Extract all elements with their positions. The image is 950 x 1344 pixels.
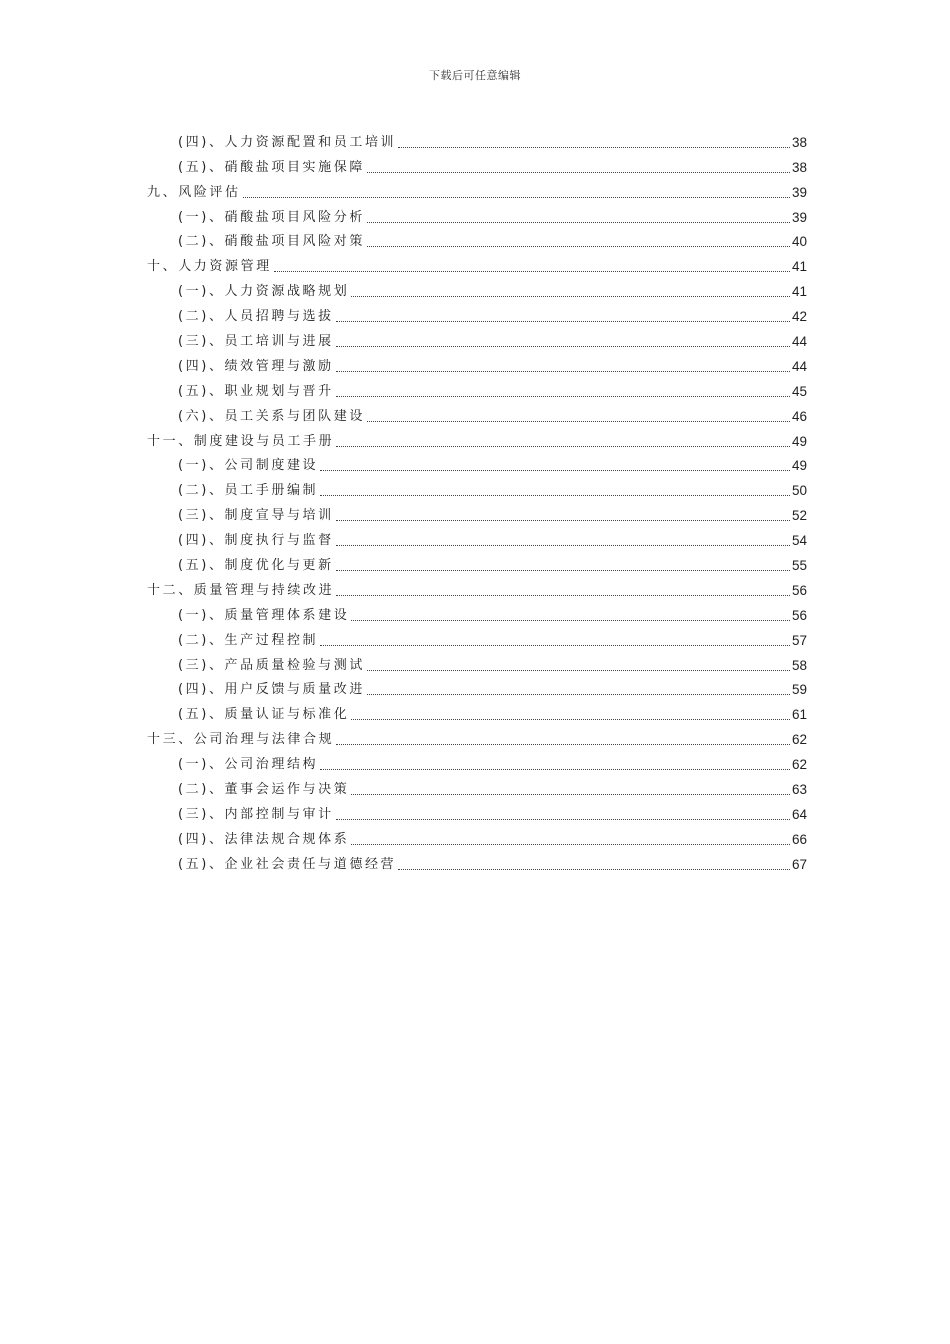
toc-entry-page-number: 56 (791, 582, 807, 598)
toc-dot-leader (351, 844, 790, 845)
toc-entry-page-number: 66 (791, 831, 807, 847)
toc-entry[interactable] (147, 326, 807, 351)
toc-dot-leader (351, 719, 790, 720)
toc-entry-page-number: 62 (791, 757, 807, 773)
toc-entry[interactable] (147, 824, 807, 849)
toc-entry[interactable] (147, 600, 807, 625)
toc-entry[interactable] (147, 177, 807, 202)
toc-dot-leader (320, 645, 790, 646)
toc-entry-label: (三)、产品质量检验与测试 (178, 657, 365, 673)
toc-dot-leader (320, 495, 790, 496)
toc-dot-leader (367, 694, 790, 695)
toc-entry[interactable] (147, 127, 807, 152)
toc-entry-page-number: 56 (791, 607, 807, 623)
toc-entry-label: (三)、内部控制与审计 (178, 806, 334, 822)
toc-dot-leader (336, 520, 790, 521)
toc-entry[interactable] (147, 276, 807, 301)
toc-entry-page-number: 64 (791, 806, 807, 822)
toc-entry-page-number: 54 (791, 533, 807, 549)
toc-entry-label: (四)、法律法规合规体系 (178, 831, 350, 847)
toc-entry[interactable] (147, 376, 807, 401)
toc-entry[interactable] (147, 426, 807, 451)
toc-dot-leader (367, 246, 790, 247)
toc-entry-page-number: 42 (791, 309, 807, 325)
toc-entry[interactable] (147, 650, 807, 675)
toc-entry-page-number: 44 (791, 334, 807, 350)
toc-dot-leader (336, 819, 790, 820)
toc-entry-label: (二)、生产过程控制 (178, 632, 319, 648)
toc-entry-label: (四)、绩效管理与激励 (178, 358, 334, 374)
toc-entry-label: 九、风险评估 (147, 184, 241, 200)
toc-entry[interactable] (147, 625, 807, 650)
toc-dot-leader (336, 371, 790, 372)
toc-entry-page-number: 38 (791, 159, 807, 175)
toc-entry-page-number: 52 (791, 508, 807, 524)
toc-entry[interactable] (147, 500, 807, 525)
toc-entry-page-number: 63 (791, 782, 807, 798)
toc-entry-label: (二)、员工手册编制 (178, 483, 319, 499)
toc-dot-leader (336, 346, 790, 347)
toc-entry[interactable] (147, 675, 807, 700)
toc-dot-leader (367, 222, 790, 223)
toc-entry[interactable] (147, 575, 807, 600)
toc-entry-label: (二)、人员招聘与选拔 (178, 309, 334, 325)
toc-entry[interactable] (147, 550, 807, 575)
toc-entry-label: (五)、职业规划与晋升 (178, 383, 334, 399)
toc-dot-leader (320, 470, 790, 471)
toc-entry[interactable] (147, 202, 807, 227)
toc-entry-page-number: 61 (791, 707, 807, 723)
toc-entry-page-number: 49 (791, 458, 807, 474)
toc-dot-leader (351, 620, 790, 621)
toc-entry-label: (四)、人力资源配置和员工培训 (178, 134, 397, 150)
toc-entry-label: (一)、硝酸盐项目风险分析 (178, 209, 365, 225)
toc-entry-label: 十三、公司治理与法律合规 (147, 732, 335, 748)
toc-entry-label: (五)、硝酸盐项目实施保障 (178, 159, 365, 175)
toc-dot-leader (367, 421, 790, 422)
toc-entry-label: (六)、员工关系与团队建设 (178, 408, 365, 424)
toc-entry-label: (五)、制度优化与更新 (178, 558, 334, 574)
toc-entry-page-number: 40 (791, 234, 807, 250)
toc-entry-page-number: 58 (791, 657, 807, 673)
toc-entry[interactable] (147, 451, 807, 476)
toc-entry[interactable] (147, 251, 807, 276)
toc-entry[interactable] (147, 152, 807, 177)
toc-dot-leader (367, 670, 790, 671)
toc-entry-page-number: 49 (791, 433, 807, 449)
toc-entry-page-number: 50 (791, 483, 807, 499)
toc-dot-leader (336, 545, 790, 546)
toc-entry-page-number: 44 (791, 358, 807, 374)
toc-entry[interactable] (147, 475, 807, 500)
toc-entry-label: (三)、员工培训与进展 (178, 334, 334, 350)
toc-entry[interactable] (147, 749, 807, 774)
toc-entry-page-number: 62 (791, 732, 807, 748)
toc-entry-label: (一)、质量管理体系建设 (178, 607, 350, 623)
toc-entry[interactable] (147, 401, 807, 426)
toc-entry[interactable] (147, 799, 807, 824)
toc-entry[interactable] (147, 351, 807, 376)
toc-entry-label: (三)、制度宣导与培训 (178, 508, 334, 524)
toc-entry-page-number: 41 (791, 259, 807, 275)
toc-entry-label: (二)、董事会运作与决策 (178, 782, 350, 798)
toc-entry-label: 十二、质量管理与持续改进 (147, 582, 335, 598)
table-of-contents (147, 127, 807, 874)
toc-entry-page-number: 59 (791, 682, 807, 698)
toc-entry-label: 十、人力资源管理 (147, 259, 272, 275)
toc-entry[interactable] (147, 774, 807, 799)
toc-dot-leader (336, 595, 790, 596)
toc-entry-page-number: 46 (791, 408, 807, 424)
toc-entry-label: (二)、硝酸盐项目风险对策 (178, 234, 365, 250)
toc-dot-leader (243, 197, 790, 198)
toc-entry-page-number: 57 (791, 632, 807, 648)
toc-dot-leader (336, 744, 790, 745)
toc-entry-page-number: 39 (791, 209, 807, 225)
toc-entry-page-number: 38 (791, 134, 807, 150)
toc-dot-leader (351, 794, 790, 795)
toc-entry[interactable] (147, 724, 807, 749)
toc-dot-leader (351, 296, 790, 297)
toc-entry-page-number: 45 (791, 383, 807, 399)
toc-dot-leader (274, 271, 790, 272)
toc-entry-label: 十一、制度建设与员工手册 (147, 433, 335, 449)
toc-entry-label: (五)、企业社会责任与道德经营 (178, 856, 397, 872)
toc-entry-page-number: 67 (791, 856, 807, 872)
toc-entry-page-number: 55 (791, 558, 807, 574)
toc-dot-leader (367, 172, 790, 173)
toc-dot-leader (336, 570, 790, 571)
toc-entry-page-number: 41 (791, 284, 807, 300)
toc-entry-label: (一)、人力资源战略规划 (178, 284, 350, 300)
toc-dot-leader (336, 446, 790, 447)
toc-entry-label: (四)、制度执行与监督 (178, 533, 334, 549)
toc-entry-label: (五)、质量认证与标准化 (178, 707, 350, 723)
page-header: 下载后可任意编辑 (429, 69, 521, 82)
toc-dot-leader (336, 396, 790, 397)
toc-entry[interactable] (147, 301, 807, 326)
toc-entry[interactable] (147, 227, 807, 252)
toc-entry-label: (一)、公司治理结构 (178, 757, 319, 773)
toc-entry-page-number: 39 (791, 184, 807, 200)
toc-dot-leader (398, 147, 790, 148)
toc-dot-leader (320, 769, 790, 770)
toc-entry-label: (四)、用户反馈与质量改进 (178, 682, 365, 698)
toc-entry-label: (一)、公司制度建设 (178, 458, 319, 474)
toc-entry[interactable] (147, 525, 807, 550)
toc-entry[interactable] (147, 699, 807, 724)
toc-entry[interactable] (147, 849, 807, 874)
toc-dot-leader (398, 869, 790, 870)
toc-dot-leader (336, 321, 790, 322)
